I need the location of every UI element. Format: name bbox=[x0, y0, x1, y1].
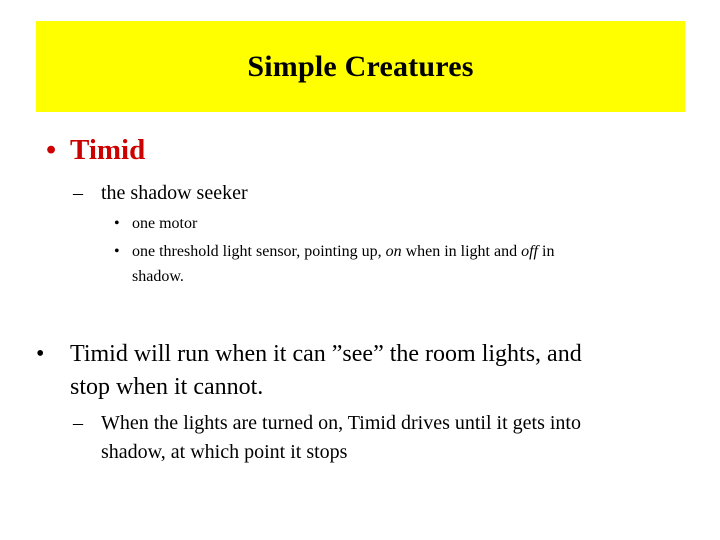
sensor-text-line2: shadow. bbox=[132, 268, 184, 285]
sub-bullet-lights-on bbox=[73, 412, 581, 435]
bullet-timid-behavior-line2: stop when it cannot. bbox=[70, 374, 264, 400]
sensor-text-a: one threshold light sensor, pointing up, bbox=[132, 243, 382, 260]
sub-bullet-shadow-seeker-text: the shadow seeker bbox=[101, 182, 248, 204]
sub-item-one-motor-text: one motor bbox=[132, 215, 198, 232]
bullet-timid-text: Timid bbox=[70, 134, 146, 166]
sensor-on-word: on bbox=[385, 243, 402, 260]
sub-bullet-shadow-seeker bbox=[73, 182, 248, 205]
sub-item-one-motor bbox=[114, 215, 197, 233]
slide-title: Simple Creatures bbox=[247, 49, 474, 83]
bullet-timid-behavior-line1: Timid will run when it can ”see” the room lights, and bbox=[70, 341, 582, 367]
bullet-timid bbox=[46, 134, 145, 167]
bullet-marker: • bbox=[114, 243, 120, 260]
sub-item-light-sensor bbox=[114, 243, 554, 261]
sub-bullet-lights-on-line2: shadow, at which point it stops bbox=[101, 441, 348, 463]
sub-bullet-lights-on-line1: When the lights are turned on, Timid drives until it gets into bbox=[101, 412, 581, 434]
slide-title-banner bbox=[36, 21, 685, 112]
bullet-marker: • bbox=[114, 215, 120, 232]
dash-marker: – bbox=[73, 412, 83, 434]
bullet-marker: • bbox=[46, 134, 57, 166]
sensor-off-word: off bbox=[521, 243, 538, 260]
sensor-text-c: in bbox=[542, 243, 555, 260]
bullet-marker: • bbox=[36, 341, 45, 367]
dash-marker: – bbox=[73, 182, 83, 204]
sensor-text-b: when in light and bbox=[405, 243, 518, 260]
bullet-timid-behavior bbox=[36, 338, 582, 371]
